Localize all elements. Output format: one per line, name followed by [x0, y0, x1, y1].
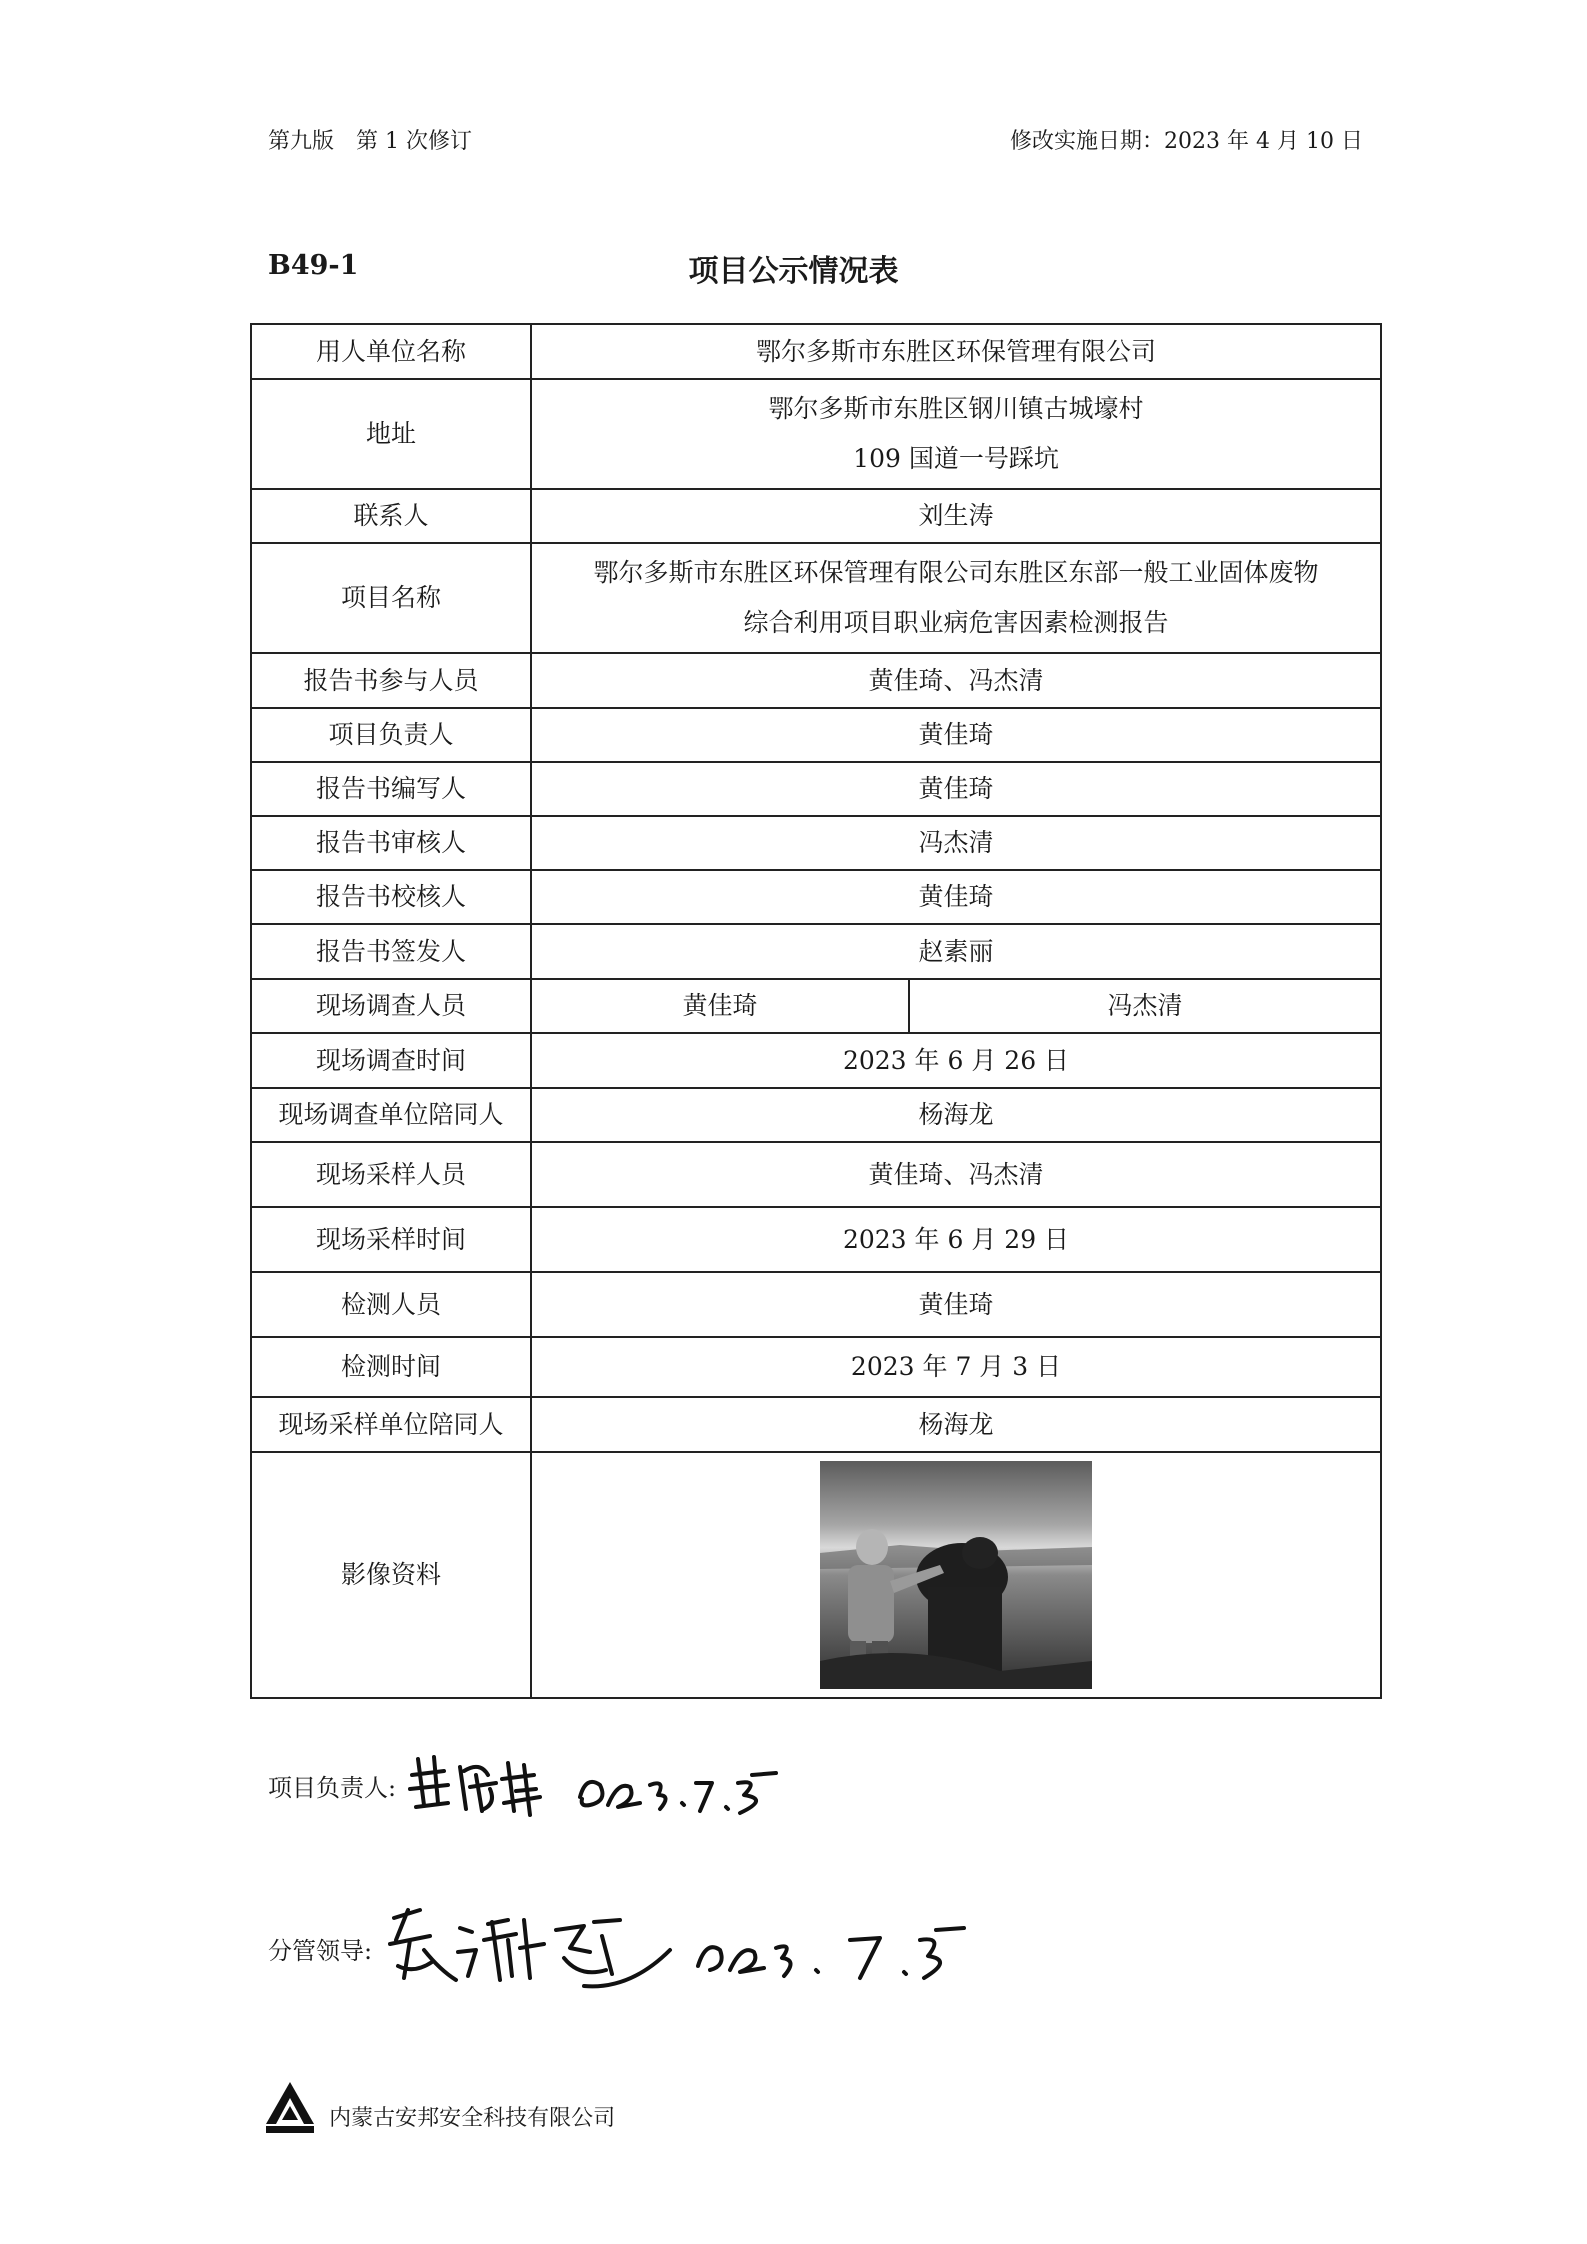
table-row	[251, 708, 1381, 762]
address-line-2: 109 国道一号踩坑	[853, 444, 1059, 473]
supervisor-handwritten-signature	[380, 1900, 1020, 1996]
table-row	[251, 543, 1381, 653]
company-logo-icon	[262, 2078, 318, 2134]
company-footer	[262, 2078, 615, 2134]
address-line-1: 鄂尔多斯市东胜区钢川镇古城壕村	[768, 394, 1144, 423]
survey-staff-2: 冯杰清	[909, 979, 1381, 1033]
sampling-escort-value: 杨海龙	[531, 1397, 1381, 1452]
survey-escort-value: 杨海龙	[531, 1088, 1381, 1142]
form-title: 项目公示情况表	[688, 254, 899, 289]
testing-staff-value: 黄佳琦	[531, 1272, 1381, 1337]
writer-value: 黄佳琦	[531, 762, 1381, 816]
issuer-value: 赵素丽	[531, 924, 1381, 979]
project-name-line-2: 综合利用项目职业病危害因素检测报告	[743, 608, 1169, 637]
table-row	[251, 324, 1381, 379]
table-row	[251, 379, 1381, 489]
form-code: B49-1	[268, 250, 359, 281]
table-row	[251, 1033, 1381, 1088]
media-label: 影像资料	[251, 1452, 531, 1698]
employer-name-value: 鄂尔多斯市东胜区环保管理有限公司	[531, 324, 1381, 379]
project-info-table	[250, 323, 1382, 1699]
testing-time-label: 检测时间	[251, 1337, 531, 1397]
reviewer-value: 冯杰清	[531, 816, 1381, 870]
project-lead-label: 项目负责人	[251, 708, 531, 762]
table-row	[251, 762, 1381, 816]
table-row	[251, 870, 1381, 924]
table-row	[251, 1397, 1381, 1452]
testing-staff-label: 检测人员	[251, 1272, 531, 1337]
proofreader-value: 黄佳琦	[531, 870, 1381, 924]
participants-label: 报告书参与人员	[251, 653, 531, 708]
survey-escort-label: 现场调查单位陪同人	[251, 1088, 531, 1142]
supervisor-signature-row	[268, 1900, 1020, 1996]
contact-value: 刘生涛	[531, 489, 1381, 543]
effective-date: 修改实施日期：2023 年 4 月 10 日	[1010, 129, 1363, 154]
employer-name-label: 用人单位名称	[251, 324, 531, 379]
table-row	[251, 1452, 1381, 1698]
table-row	[251, 924, 1381, 979]
table-row	[251, 1088, 1381, 1142]
testing-time-value: 2023 年 7 月 3 日	[531, 1337, 1381, 1397]
contact-label: 联系人	[251, 489, 531, 543]
project-name-label: 项目名称	[251, 543, 531, 653]
survey-staff-1: 黄佳琦	[531, 979, 909, 1033]
survey-time-value: 2023 年 6 月 26 日	[531, 1033, 1381, 1088]
address-value	[531, 379, 1381, 489]
sampling-time-value: 2023 年 6 月 29 日	[531, 1207, 1381, 1272]
sampling-staff-value: 黄佳琦、冯杰清	[531, 1142, 1381, 1207]
sampling-escort-label: 现场采样单位陪同人	[251, 1397, 531, 1452]
reviewer-label: 报告书审核人	[251, 816, 531, 870]
supervisor-signature-label: 分管领导:	[268, 1936, 373, 1965]
table-row	[251, 489, 1381, 543]
table-row	[251, 1207, 1381, 1272]
sampling-time-label: 现场采样时间	[251, 1207, 531, 1272]
writer-label: 报告书编写人	[251, 762, 531, 816]
company-name: 内蒙古安邦安全科技有限公司	[329, 2106, 616, 2131]
proofreader-label: 报告书校核人	[251, 870, 531, 924]
project-name-line-1: 鄂尔多斯市东胜区环保管理有限公司东胜区东部一般工业固体废物	[593, 558, 1319, 587]
edition-label: 第九版 第 1 次修订	[268, 129, 472, 154]
table-row	[251, 1337, 1381, 1397]
sampling-staff-label: 现场采样人员	[251, 1142, 531, 1207]
issuer-label: 报告书签发人	[251, 924, 531, 979]
table-row	[251, 1272, 1381, 1337]
media-cell	[531, 1452, 1381, 1698]
survey-time-label: 现场调查时间	[251, 1033, 531, 1088]
project-lead-value: 黄佳琦	[531, 708, 1381, 762]
survey-staff-label: 现场调查人员	[251, 979, 531, 1033]
table-row	[251, 1142, 1381, 1207]
participants-value: 黄佳琦、冯杰清	[531, 653, 1381, 708]
table-row	[251, 979, 1381, 1033]
table-row	[251, 816, 1381, 870]
project-lead-signature-row	[268, 1745, 824, 1825]
lead-handwritten-signature	[404, 1745, 824, 1825]
address-label: 地址	[251, 379, 531, 489]
site-photo	[820, 1461, 1092, 1689]
table-row	[251, 653, 1381, 708]
lead-signature-label: 项目负责人:	[268, 1773, 397, 1802]
project-name-value	[531, 543, 1381, 653]
